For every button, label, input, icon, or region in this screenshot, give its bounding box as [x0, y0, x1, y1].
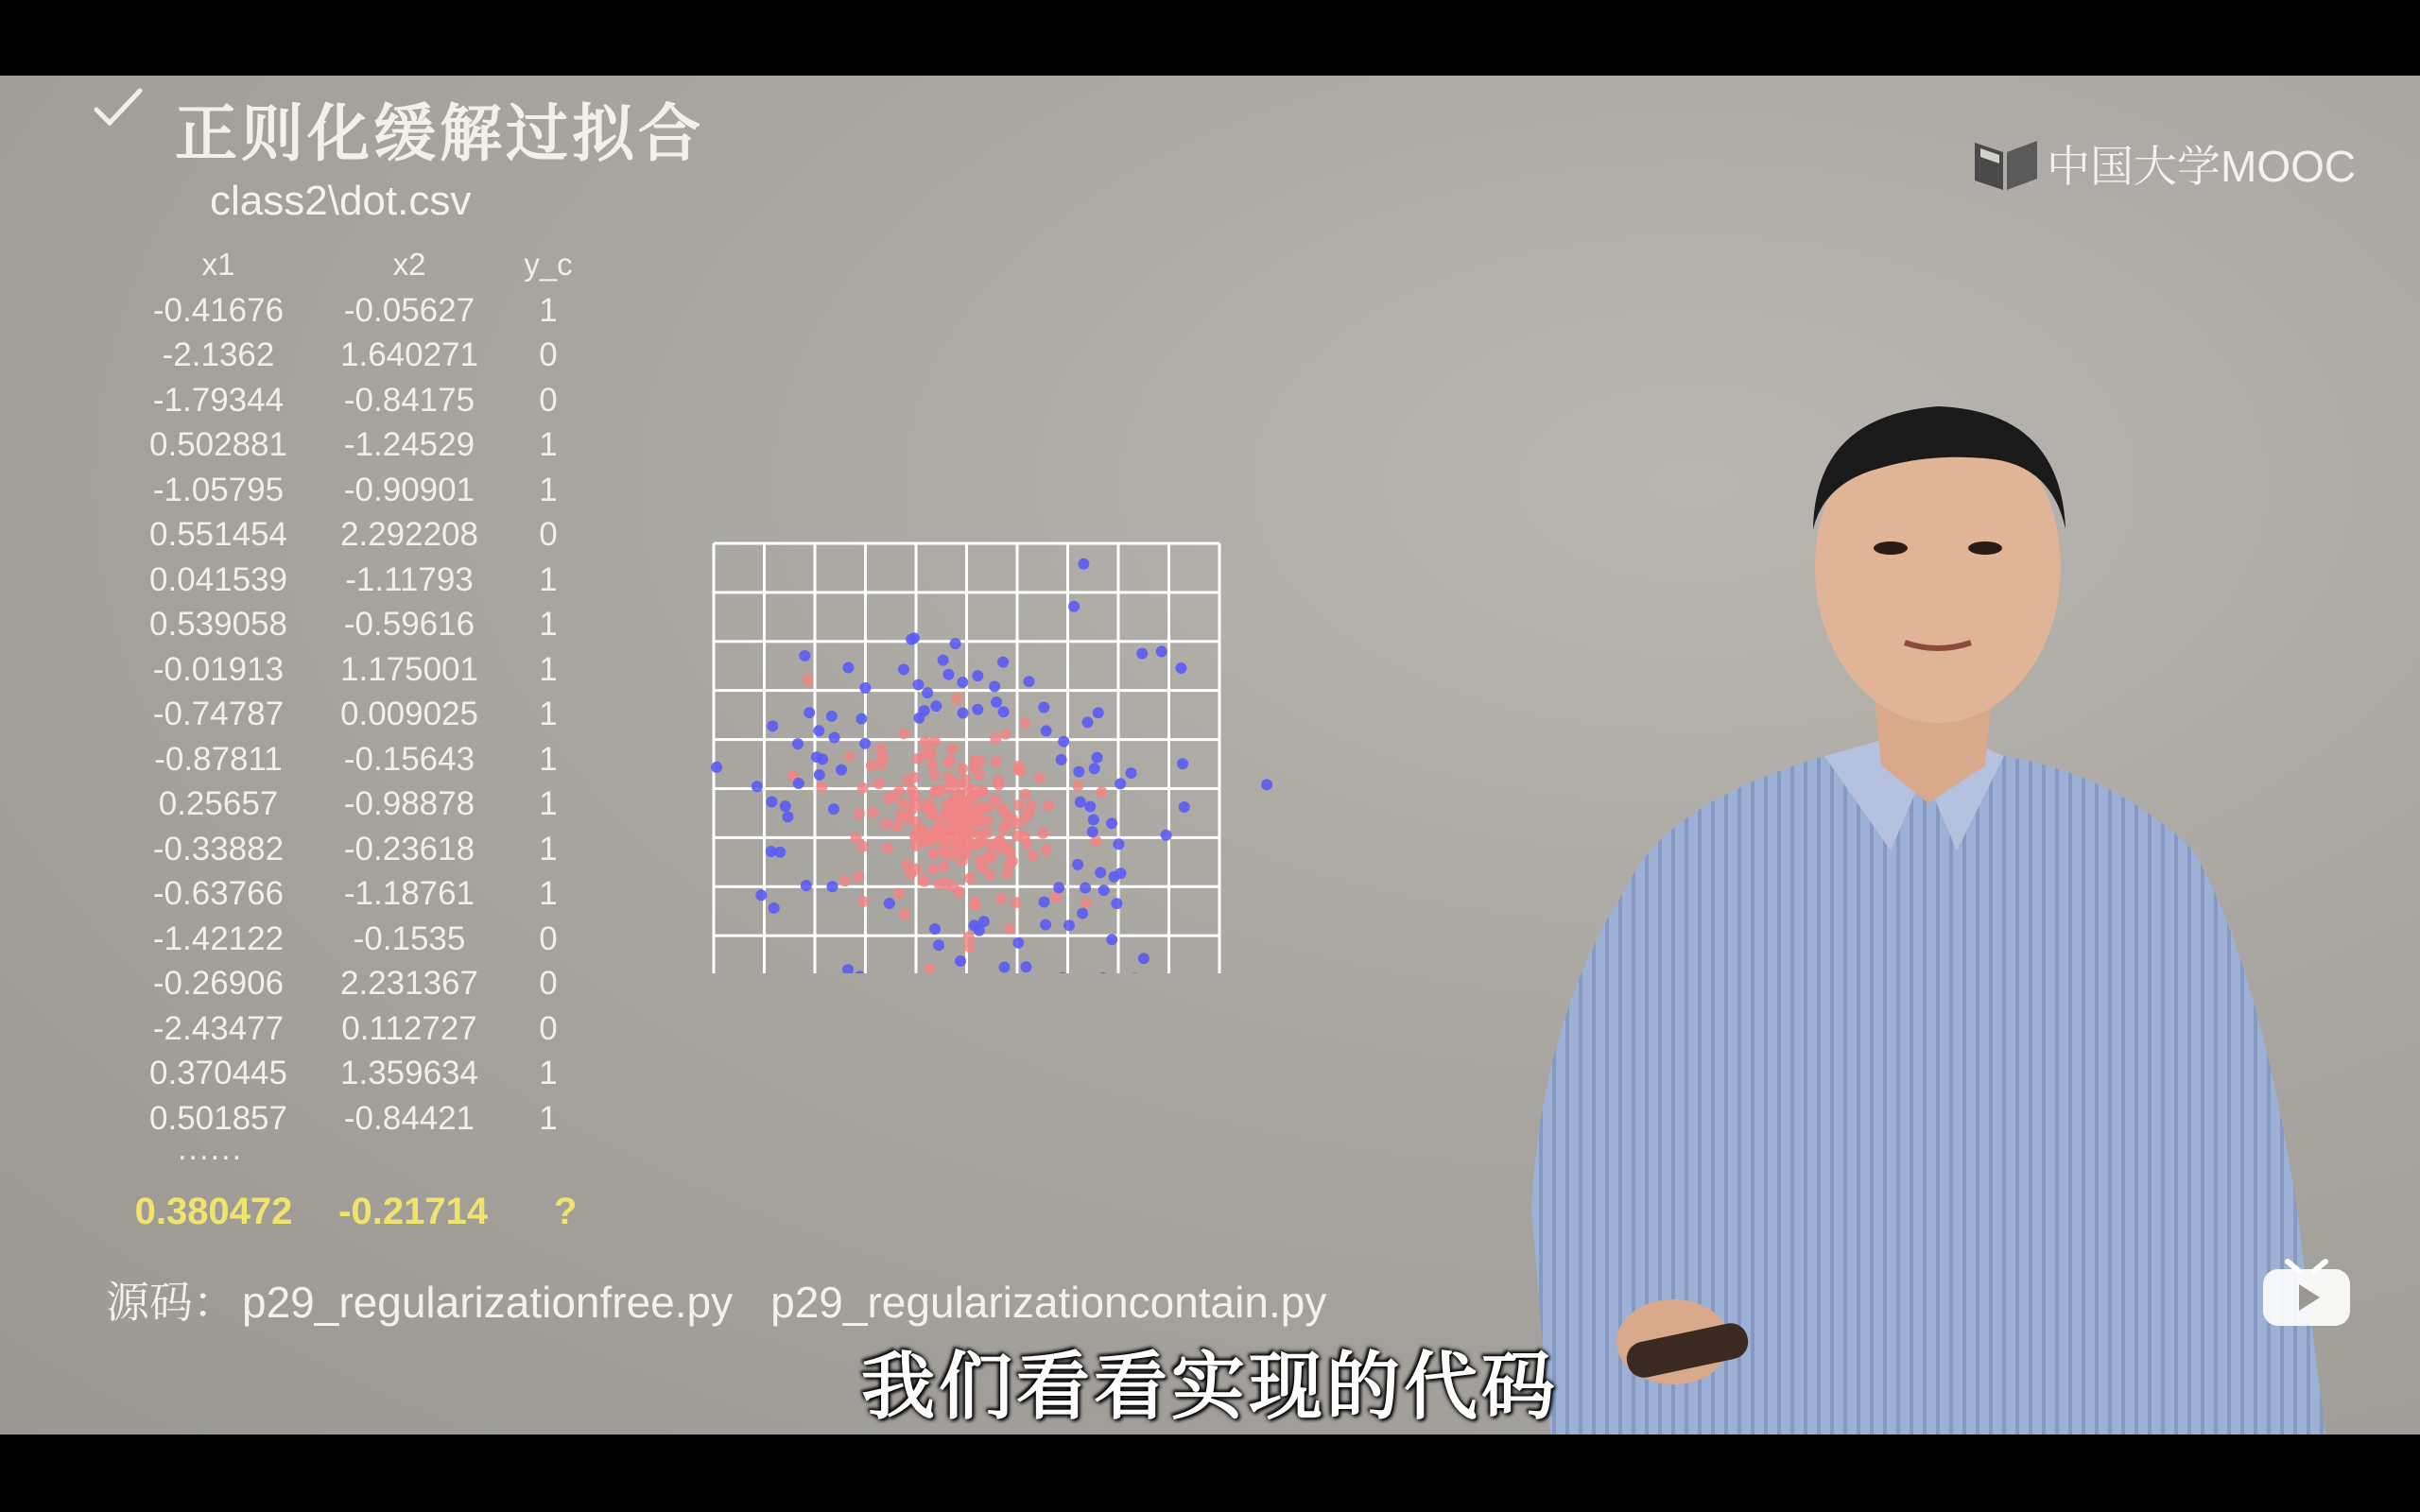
logo-text: 中国大学MOOC	[2047, 142, 2357, 191]
blue-point	[799, 650, 810, 662]
red-point	[907, 804, 918, 816]
table-cell: 2.292208	[340, 516, 478, 554]
red-point	[1037, 828, 1048, 839]
table-cell: 0.370445	[149, 1055, 287, 1092]
table-cell: 0.041539	[149, 560, 287, 598]
table-cell: -0.26906	[152, 965, 285, 1003]
blue-point	[1063, 919, 1075, 931]
file-name: class2\dot.csv	[210, 178, 472, 224]
blue-point	[912, 679, 924, 691]
red-point	[857, 896, 869, 907]
red-point	[934, 822, 945, 833]
table-cell: 0.551454	[149, 516, 287, 554]
red-point	[927, 849, 939, 860]
blue-point	[1040, 919, 1051, 930]
blue-point	[792, 738, 804, 749]
table-cell: 1	[539, 830, 558, 868]
red-point	[1000, 729, 1011, 740]
red-point	[1034, 772, 1046, 783]
red-point	[984, 850, 995, 861]
red-point	[987, 839, 998, 850]
red-point	[876, 751, 888, 763]
table-row	[123, 962, 592, 1007]
table-row	[123, 647, 592, 693]
blue-point	[1068, 601, 1080, 612]
blue-point	[1075, 797, 1086, 808]
table-row	[123, 288, 592, 334]
red-point	[1013, 799, 1025, 811]
table-cell: -0.33882	[152, 830, 285, 868]
blue-point	[854, 971, 865, 973]
table-cell: 0.009025	[340, 696, 478, 733]
red-point	[881, 818, 892, 830]
query-row	[119, 1191, 613, 1233]
table-row	[123, 693, 592, 738]
table-cell: 1	[539, 785, 558, 823]
blue-point	[782, 811, 793, 822]
red-point	[844, 750, 856, 762]
red-point	[1028, 850, 1039, 862]
red-point	[952, 823, 963, 834]
blue-point	[938, 655, 949, 666]
blue-point	[1041, 725, 1052, 736]
blue-point	[1012, 937, 1024, 949]
red-point	[853, 871, 864, 883]
tv-play-icon[interactable]	[2259, 1252, 2354, 1328]
table-cell: 1	[539, 650, 558, 688]
red-point	[920, 829, 931, 840]
red-point	[1001, 818, 1012, 830]
table-cell: 1.359634	[340, 1055, 478, 1092]
red-point	[1043, 799, 1054, 811]
table-cell: -1.18761	[343, 875, 475, 913]
table-cell: -0.90901	[343, 471, 475, 508]
red-point	[965, 842, 977, 853]
red-point	[857, 841, 869, 852]
video-frame	[0, 76, 2420, 1435]
red-point	[1004, 923, 1015, 935]
blue-point	[919, 705, 930, 716]
table-row	[123, 872, 592, 918]
red-point	[991, 756, 1002, 767]
blue-point	[859, 682, 871, 694]
blue-point	[1156, 646, 1167, 658]
red-point	[1011, 897, 1022, 908]
blue-point	[769, 902, 780, 914]
red-point	[839, 875, 851, 886]
slide-title: 正则化缓解过拟合	[175, 96, 704, 170]
blue-point	[1179, 801, 1190, 813]
query-x2: -0.21714	[338, 1191, 489, 1232]
column-header: x2	[392, 247, 426, 282]
blue-point	[1130, 972, 1141, 973]
blue-point	[801, 880, 812, 891]
table-row	[123, 737, 592, 782]
query-yc: ?	[554, 1191, 578, 1232]
blue-point	[856, 713, 867, 725]
table-cell: -0.05627	[343, 291, 475, 329]
table-cell: 2.231367	[340, 965, 478, 1003]
table-cell: -1.11793	[345, 560, 474, 598]
red-point	[933, 878, 944, 889]
red-point	[964, 872, 976, 884]
table-cell: 1	[539, 426, 558, 464]
table-cell: 0	[539, 516, 558, 554]
table-cell: -0.74787	[152, 696, 285, 733]
table-row	[123, 513, 592, 558]
blue-point	[829, 732, 840, 744]
blue-point	[884, 898, 895, 909]
table-cell: -0.59616	[343, 606, 475, 644]
table-cell: -1.05795	[152, 471, 285, 508]
red-point	[873, 778, 885, 789]
red-point	[994, 779, 1005, 790]
table-cell: -0.84175	[343, 381, 475, 419]
red-point	[898, 728, 909, 739]
red-point	[867, 807, 878, 818]
red-point	[951, 693, 962, 704]
red-point	[901, 859, 912, 870]
blue-point	[908, 632, 920, 644]
blue-point	[1077, 908, 1088, 919]
blue-point	[1261, 779, 1272, 790]
data-table	[123, 241, 592, 1142]
table-cell: 0	[539, 381, 558, 419]
blue-point	[836, 765, 847, 776]
table-cell: -0.41676	[152, 291, 285, 329]
video-subtitle: 我们看看实现的代码	[860, 1345, 1559, 1430]
table-cell: -0.84421	[343, 1099, 475, 1137]
red-point	[944, 755, 956, 766]
red-point	[926, 759, 938, 770]
table-cell: 1	[539, 560, 558, 598]
red-point	[866, 760, 877, 771]
table-cell: -2.1362	[162, 336, 275, 374]
blue-point	[950, 638, 961, 649]
column-header: y_c	[524, 247, 573, 282]
blue-point	[942, 669, 954, 680]
blue-point	[1109, 871, 1120, 883]
blue-point	[1098, 885, 1110, 896]
blue-point	[922, 687, 933, 698]
table-cell: -0.87811	[154, 740, 283, 778]
blue-point	[929, 923, 941, 935]
table-row	[123, 378, 592, 423]
red-point	[803, 675, 814, 686]
table-cell: -0.01913	[152, 650, 285, 688]
red-point	[959, 774, 971, 785]
blue-point	[842, 662, 854, 674]
red-point	[963, 931, 975, 942]
red-point	[929, 736, 941, 747]
table-cell: 1.640271	[340, 336, 478, 374]
blue-point	[1175, 662, 1186, 674]
red-point	[924, 804, 935, 816]
blue-point	[998, 706, 1010, 717]
table-row	[123, 558, 592, 603]
table-row	[123, 827, 592, 872]
table-cell: 0	[539, 919, 558, 957]
red-point	[1015, 765, 1027, 776]
blue-point	[859, 738, 871, 749]
red-point	[977, 862, 988, 873]
blue-point	[1088, 814, 1099, 825]
red-point	[918, 874, 929, 885]
blue-point	[955, 955, 966, 967]
blue-point	[826, 881, 838, 892]
red-point	[883, 793, 894, 804]
blue-point	[1081, 716, 1093, 728]
red-point	[948, 849, 959, 860]
table-cell: -0.15643	[343, 740, 475, 778]
table-cell: -0.23618	[343, 830, 475, 868]
red-point	[963, 941, 975, 953]
red-point	[899, 908, 910, 919]
table-row	[123, 468, 592, 513]
blue-point	[1084, 801, 1096, 813]
blue-point	[1038, 702, 1049, 713]
source-line	[106, 1268, 1364, 1331]
blue-point	[972, 704, 983, 715]
blue-point	[766, 796, 777, 807]
table-cell: -2.43477	[152, 1009, 285, 1047]
blue-point	[1177, 758, 1188, 769]
red-point	[909, 790, 921, 801]
table-row	[123, 782, 592, 828]
blue-point	[813, 725, 824, 736]
red-point	[908, 772, 920, 783]
red-point	[939, 836, 950, 848]
blue-point	[933, 939, 944, 951]
red-point	[995, 893, 1007, 904]
blue-point	[1053, 882, 1064, 893]
blue-point	[1106, 817, 1117, 829]
blue-point	[1087, 826, 1098, 837]
blue-point	[1089, 763, 1100, 774]
red-point	[965, 793, 977, 804]
red-point	[1002, 868, 1013, 879]
blue-point	[1161, 830, 1172, 841]
table-row	[123, 334, 592, 379]
table-row	[123, 423, 592, 469]
red-point	[816, 782, 827, 793]
blue-point	[826, 711, 838, 722]
red-point	[1004, 858, 1015, 869]
table-cell: 0.502881	[149, 426, 287, 464]
blue-point	[1039, 896, 1050, 907]
table-cell: -1.24529	[343, 426, 475, 464]
blue-point	[930, 700, 942, 712]
blue-point	[1072, 859, 1083, 870]
table-cell: 0	[539, 965, 558, 1003]
blue-point	[766, 846, 777, 857]
red-point	[882, 843, 893, 854]
blue-point	[1024, 676, 1035, 687]
red-point	[1021, 838, 1032, 850]
red-point	[962, 807, 974, 818]
table-row	[123, 1006, 592, 1052]
red-point	[957, 763, 968, 774]
red-point	[1011, 831, 1023, 842]
red-point	[1072, 781, 1083, 792]
blue-point	[814, 769, 825, 781]
red-point	[912, 753, 924, 765]
table-cell: 0	[539, 336, 558, 374]
blue-point	[1095, 867, 1106, 878]
red-point	[990, 733, 1001, 745]
blue-point	[1073, 766, 1084, 778]
red-point	[1097, 786, 1108, 798]
column-header: x1	[201, 247, 235, 282]
table-cell: 1	[539, 740, 558, 778]
table-cell: 0.112727	[341, 1009, 477, 1047]
blue-point	[804, 707, 815, 718]
red-point	[974, 756, 985, 767]
blue-point	[828, 803, 839, 815]
query-x1: 0.380472	[134, 1191, 293, 1232]
table-cell: -1.79344	[152, 381, 285, 419]
blue-point	[972, 670, 983, 681]
check-icon	[91, 81, 147, 138]
table-cell: 0	[539, 1009, 558, 1047]
blue-point	[978, 916, 990, 927]
red-point	[946, 775, 958, 786]
blue-point	[957, 677, 968, 688]
blue-point	[1098, 972, 1109, 973]
blue-point	[817, 753, 828, 765]
blue-point	[1136, 648, 1148, 660]
blue-point	[1113, 838, 1124, 850]
table-cell: 0.501857	[149, 1099, 287, 1137]
blue-point	[793, 778, 804, 789]
blue-point	[1138, 953, 1150, 964]
red-point	[1026, 800, 1037, 812]
mooc-logo	[1971, 132, 2356, 195]
blue-point	[958, 708, 969, 719]
blue-point	[998, 962, 1010, 973]
blue-point	[1093, 707, 1104, 718]
table-row	[123, 603, 592, 648]
red-point	[974, 806, 985, 817]
red-point	[939, 861, 950, 872]
blue-point	[1111, 898, 1122, 909]
red-point	[974, 769, 985, 781]
scatter-grid-plot	[709, 463, 1323, 973]
blue-point	[842, 964, 854, 973]
table-cell: 1	[539, 291, 558, 329]
table-cell: -0.98878	[343, 785, 475, 823]
source-file-contain: p29_regularizationcontain.py	[770, 1278, 1327, 1327]
red-point	[857, 782, 869, 794]
blue-point	[752, 781, 763, 792]
blue-point	[1056, 754, 1067, 765]
red-point	[891, 820, 903, 832]
red-point	[928, 769, 940, 781]
red-point	[954, 886, 965, 898]
red-point	[946, 744, 958, 755]
red-point	[1041, 844, 1052, 855]
red-point	[949, 794, 960, 805]
source-label: 源码：	[106, 1278, 236, 1327]
table-cell: -0.1535	[353, 919, 466, 957]
table-cell: 1	[539, 875, 558, 913]
table-cell: 1	[539, 1055, 558, 1092]
table-cell: 1	[539, 696, 558, 733]
red-point	[970, 900, 981, 911]
red-point	[1020, 789, 1031, 800]
table-ellipsis: ......	[178, 1134, 244, 1167]
blue-point	[1106, 934, 1117, 945]
table-cell: 0.539058	[149, 606, 287, 644]
table-cell: 1	[539, 606, 558, 644]
blue-point	[780, 800, 791, 812]
table-cell: 1	[539, 471, 558, 508]
blue-point	[989, 680, 1000, 692]
blue-point	[991, 696, 1002, 708]
red-point	[931, 785, 942, 797]
blue-point	[1020, 961, 1031, 972]
blue-point	[1115, 778, 1126, 789]
red-point	[924, 964, 935, 973]
red-point	[975, 830, 986, 841]
table-cell: -1.42122	[152, 919, 285, 957]
blue-point	[767, 720, 778, 731]
table-row	[123, 1052, 592, 1097]
blue-point	[1126, 767, 1137, 779]
red-point	[1080, 897, 1092, 908]
red-point	[927, 864, 939, 875]
source-file-free: p29_regularizationfree.py	[242, 1278, 734, 1327]
red-point	[893, 888, 905, 900]
table-cell: 0.25657	[158, 785, 279, 823]
table-header	[123, 241, 592, 288]
red-point	[895, 810, 907, 821]
table-cell: 1	[539, 1099, 558, 1137]
red-point	[1019, 717, 1030, 729]
table-cell: -0.63766	[152, 875, 285, 913]
table-cell: 1.175001	[340, 650, 478, 688]
red-point	[854, 808, 865, 819]
blue-point	[711, 762, 722, 773]
blue-point	[898, 663, 909, 675]
blue-point	[755, 889, 767, 901]
blue-point	[1058, 736, 1069, 747]
red-point	[920, 736, 931, 747]
table-row	[123, 917, 592, 962]
book-icon	[1971, 135, 2041, 192]
blue-point	[997, 657, 1009, 668]
blue-point	[1080, 882, 1091, 893]
blue-point	[1078, 558, 1089, 570]
blue-point	[1092, 752, 1103, 764]
